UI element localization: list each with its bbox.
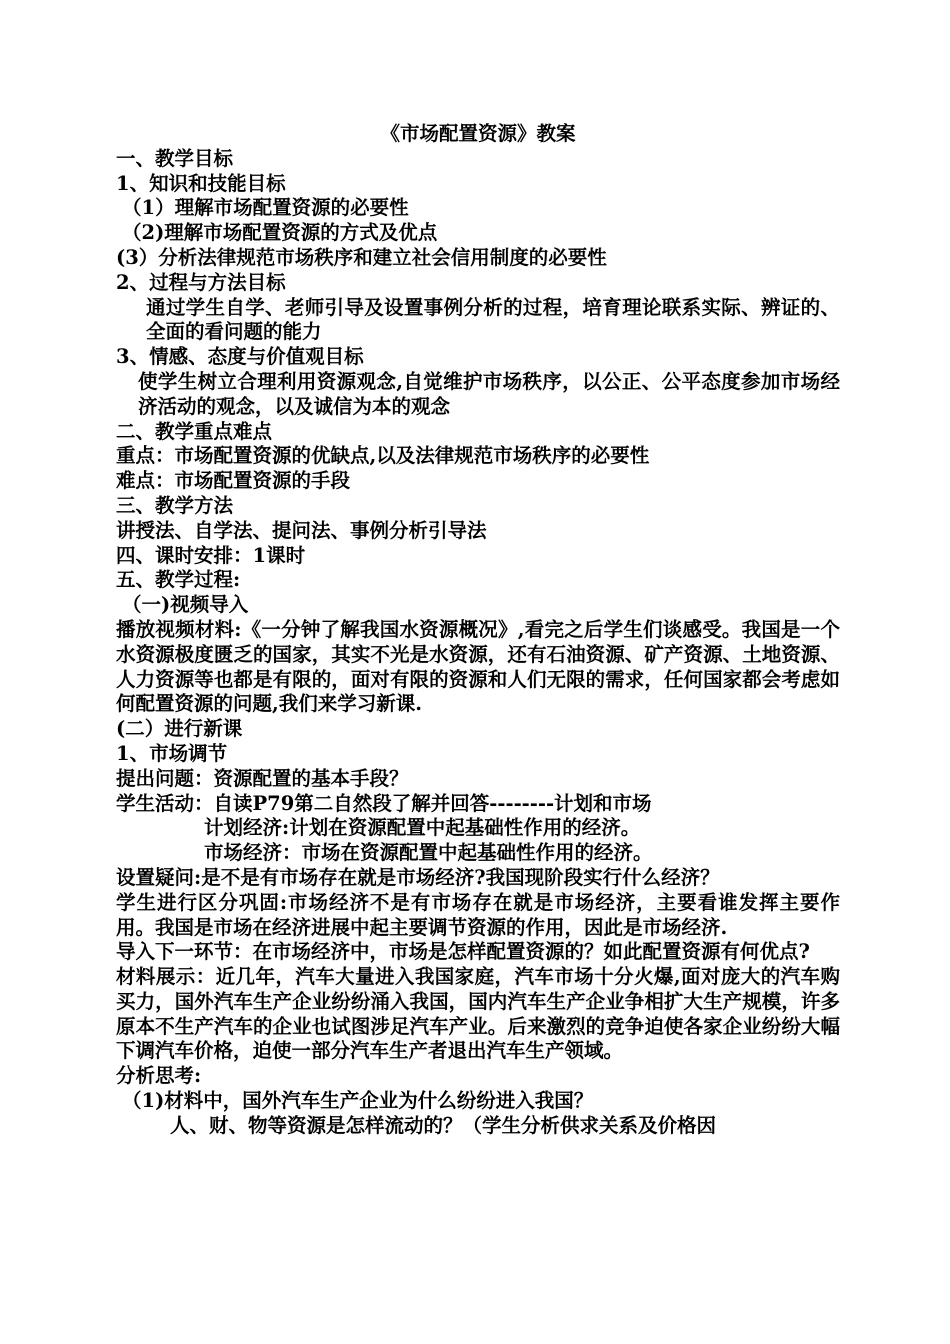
document-line: 导入下一环节：在市场经济中，市场是怎样配置资源的？如此配置资源有何优点? <box>116 940 810 964</box>
document-line: 五、教学过程: <box>116 568 241 592</box>
document-line: 1、市场调节 <box>116 741 228 765</box>
document-line: 一、教学目标 <box>116 146 234 170</box>
document-line: (二）进行新课 <box>116 717 243 741</box>
document-title: 《市场配置资源》教案 <box>380 122 576 145</box>
document-line: （一)视频导入 <box>122 593 249 617</box>
document-line: 四、课时安排：1课时 <box>116 543 306 567</box>
document-line: 3、情感、态度与价值观目标 <box>116 345 364 369</box>
document-line: 讲授法、自学法、提问法、事例分析引导法 <box>116 518 487 542</box>
document-line: 播放视频材料:《一分钟了解我国水资源概况》,看完之后学生们谈感受。我国是一个水资源极度匮乏的国家，其实不光是水资源，还有石油资源、矿产资源、土地资源、人力资源等也都是有限的，面对有限的资源和人们无限的需求，任何国家都会考虑如何配置资源的问题,我们来学习新课. <box>116 617 840 716</box>
document-line: （1)材料中，国外汽车生产企业为什么纷纷进入我国？ <box>122 1089 594 1113</box>
document-line: (3）分析法律规范市场秩序和建立社会信用制度的必要性 <box>116 245 607 269</box>
document-line: （1）理解市场配置资源的必要性 <box>122 196 409 220</box>
document-line: 材料展示：近几年，汽车大量进入我国家庭，汽车市场十分火爆,面对庞大的汽车购买力，国外汽车生产企业纷纷涌入我国，国内汽车生产企业争相扩大生产规模，许多原本不生产汽车的企业也试图涉足汽车产业。后来激烈的竞争迫使各家企业纷纷大幅下调汽车价格，迫使一部分汽车生产者退出汽车生产领域。 <box>116 965 840 1063</box>
document-line: 二、教学重点难点 <box>116 419 273 443</box>
document-line: 人、财、物等资源是怎样流动的？（学生分析供求关系及价格因 <box>170 1113 717 1137</box>
document-line: 2、过程与方法目标 <box>116 270 286 294</box>
document-line: 计划经济:计划在资源配置中起基础性作用的经济。 <box>204 816 641 840</box>
document-body <box>116 147 840 1139</box>
document-line: 1、知识和技能目标 <box>116 171 286 195</box>
document-line: 提出问题：资源配置的基本手段？ <box>116 766 409 790</box>
document-line: 三、教学方法 <box>116 493 234 517</box>
document-page <box>116 122 840 1139</box>
document-line: 市场经济：市场在资源配置中起基础性作用的经济。 <box>204 841 653 865</box>
document-line: 重点：市场配置资源的优缺点,以及法律规范市场秩序的必要性 <box>116 444 650 468</box>
document-line: （2)理解市场配置资源的方式及优点 <box>122 221 438 245</box>
document-line: 通过学生自学、老师引导及设置事例分析的过程，培育理论联系实际、辨证的、全面的看问题的能力 <box>146 295 840 344</box>
document-line: 设置疑问:是不是有市场存在就是市场经济?我国现阶段实行什么经济？ <box>116 865 720 889</box>
document-line: 使学生树立合理利用资源观念,自觉维护市场秩序，以公正、公平态度参加市场经济活动的观念，以及诚信为本的观念 <box>138 369 840 418</box>
document-line: 难点：市场配置资源的手段 <box>116 469 351 493</box>
document-line: 学生活动：自读P79第二自然段了解并回答--------计划和市场 <box>116 791 652 815</box>
document-line: 学生进行区分巩固:市场经济不是有市场存在就是市场经济，主要看谁发挥主要作用。我国是市场在经济进展中起主要调节资源的作用，因此是市场经济. <box>116 890 840 939</box>
document-line: 分析思考: <box>116 1064 202 1088</box>
